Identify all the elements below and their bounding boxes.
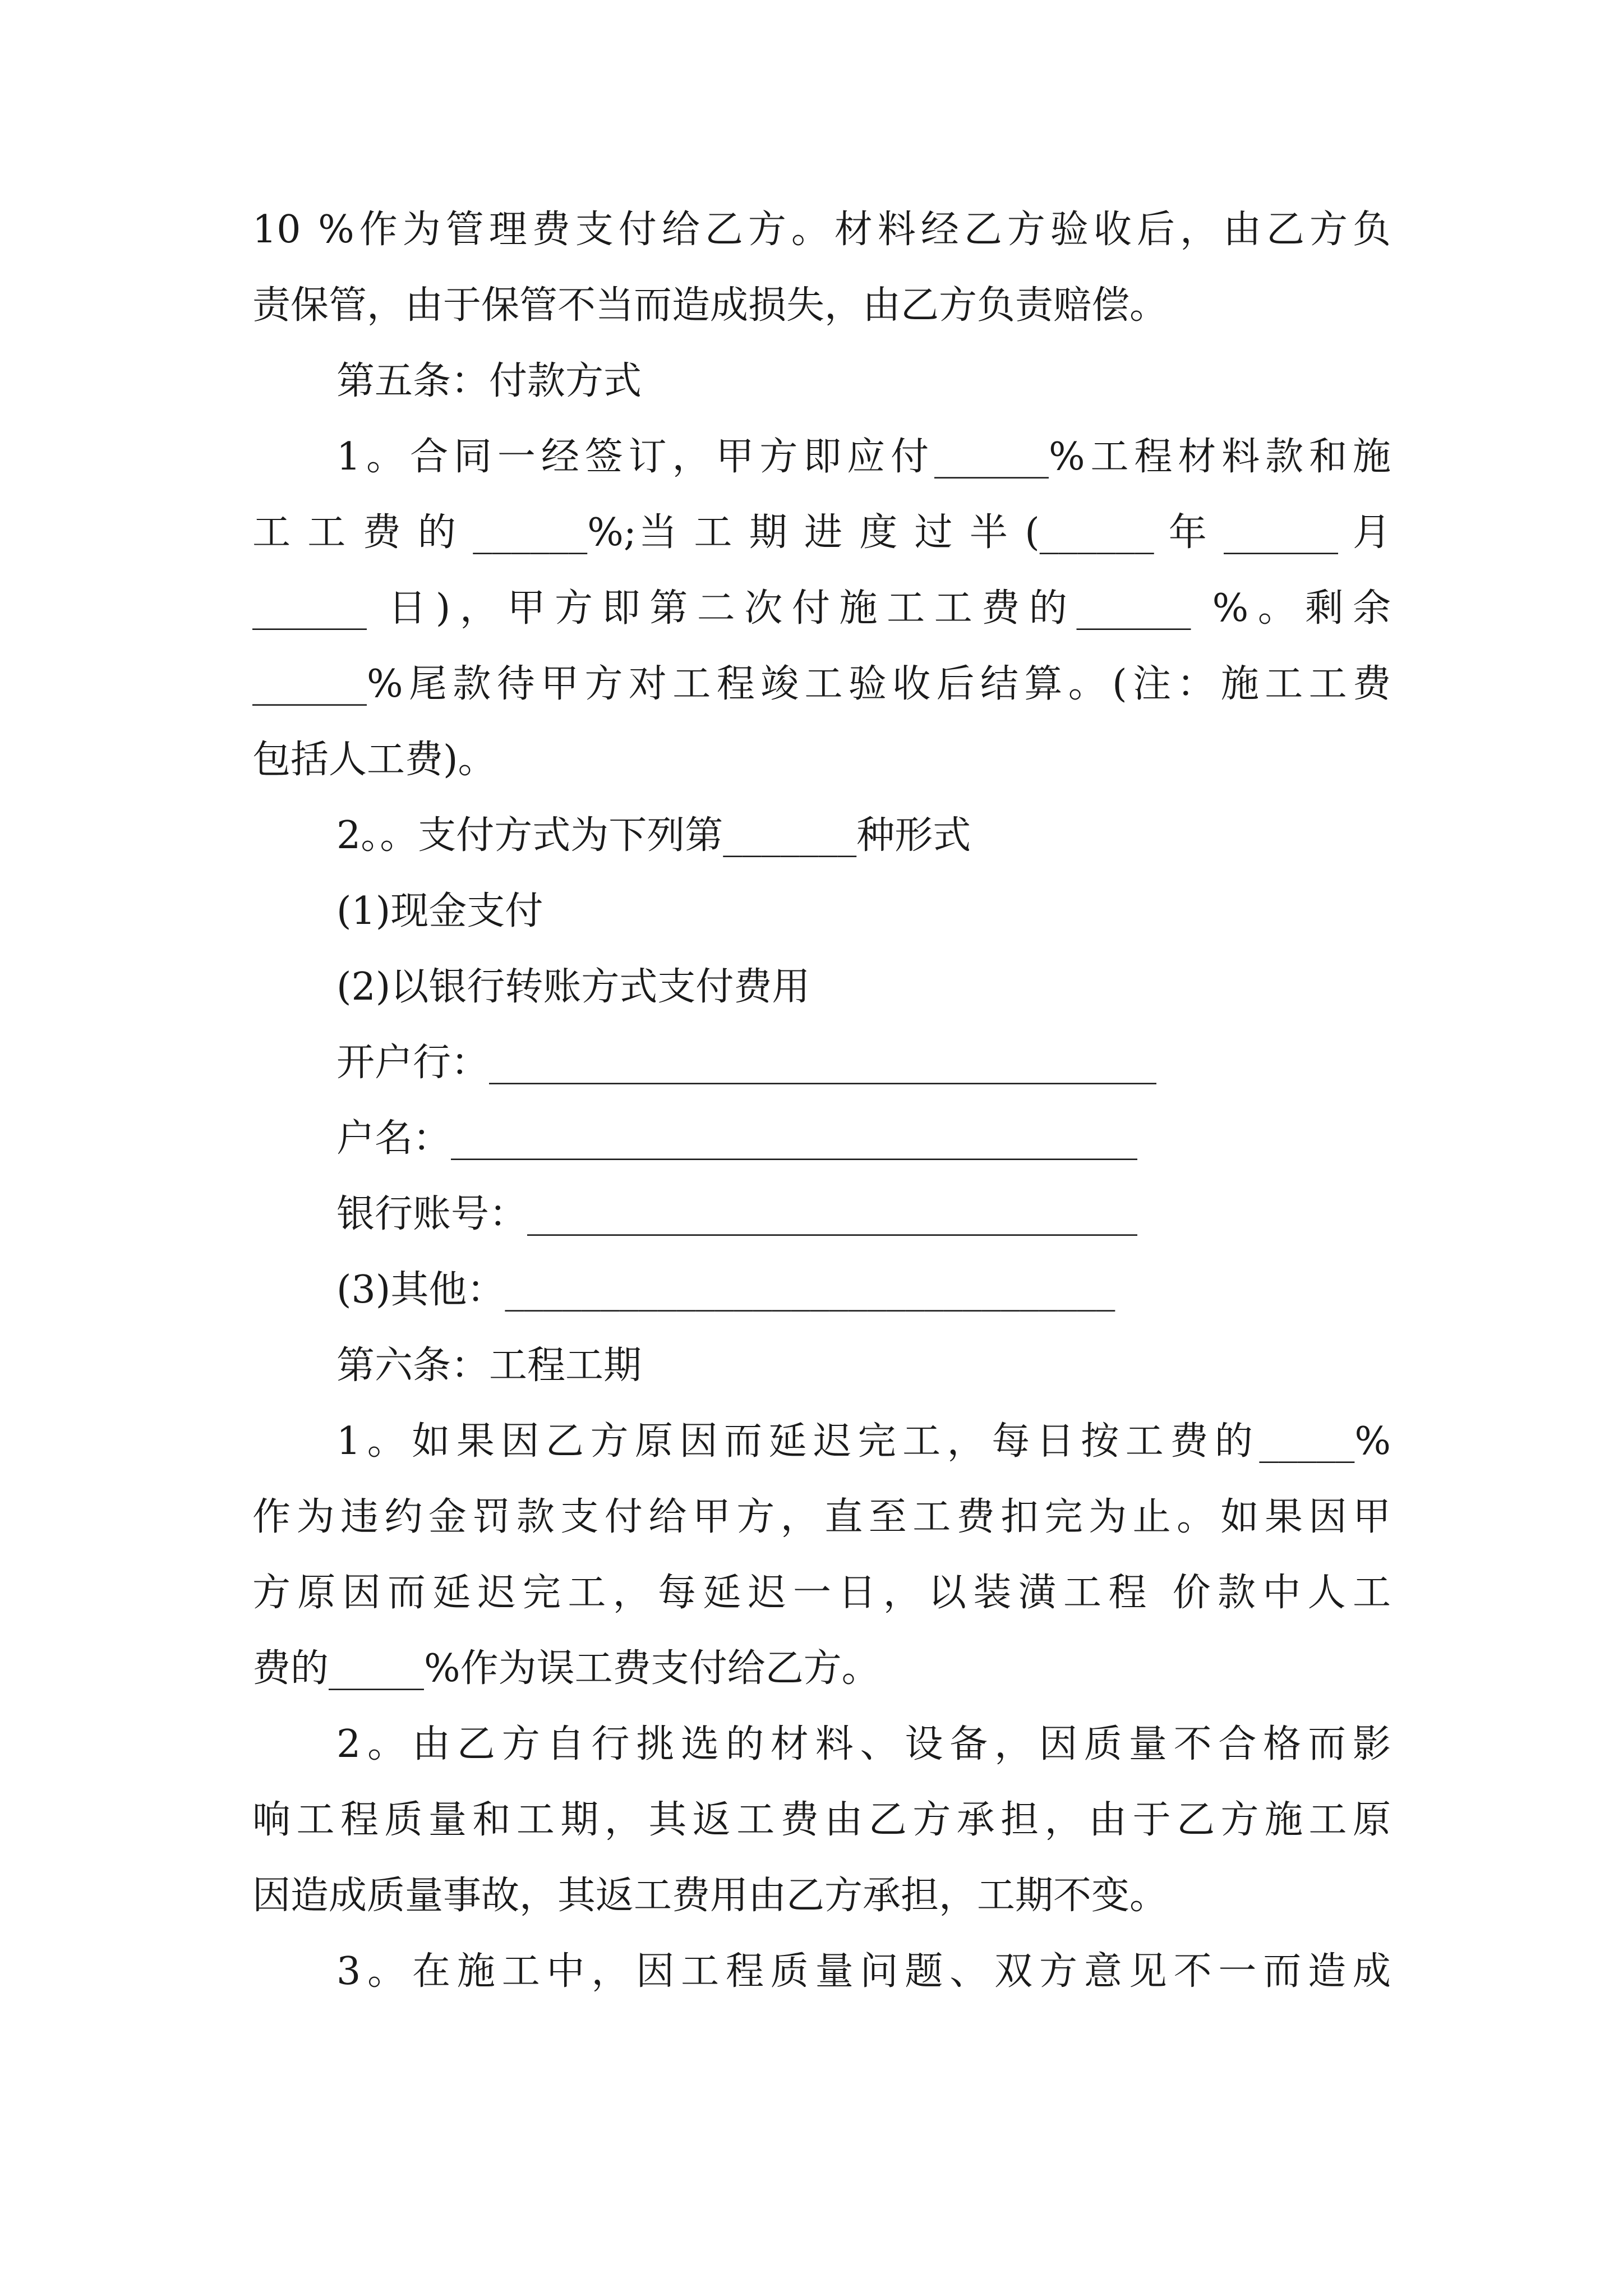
text-line-1: 10 %作为管理费支付给乙方。材料经乙方验收后，由乙方负 xyxy=(252,208,1391,252)
section-heading-5: 第五条：付款方式 xyxy=(336,359,642,403)
text-line-20: 费的_____%作为误工费支付给乙方。 xyxy=(252,1646,880,1691)
section-heading-6: 第六条：工程工期 xyxy=(336,1343,642,1388)
other-field: (3)其他：________________________________ xyxy=(336,1268,1115,1312)
account-name-field: 户名：____________________________________ xyxy=(336,1116,1138,1161)
text-line-2: 责保管，由于保管不当而造成损失，由乙方负责赔偿。 xyxy=(252,283,1168,328)
account-number-field: 银行账号：________________________________ xyxy=(336,1192,1138,1236)
text-line-18: 作为违约金罚款支付给甲方，直至工费扣完为止。如果因甲 xyxy=(252,1495,1391,1539)
text-line-5: 工 工 费 的 ______%;当 工 期 进 度 过 半 (______ 年 ______ 月 xyxy=(252,510,1391,555)
text-line-23: 因造成质量事故，其返工费用由乙方承担，工期不变。 xyxy=(252,1874,1168,1918)
text-line-10: (1)现金支付 xyxy=(336,889,543,933)
text-line-19: 方原因而延迟完工，每延迟一日，以装潢工程 价款中人工 xyxy=(252,1571,1391,1615)
text-line-8: 包括人工费)。 xyxy=(252,738,496,782)
text-line-22: 响工程质量和工期，其返工费由乙方承担，由于乙方施工原 xyxy=(252,1798,1391,1842)
text-line-6: ______ 日)，甲方即第二次付施工工费的______ %。剩余 xyxy=(252,586,1391,631)
text-line-21: 2。由乙方自行挑选的材料、设备，因质量不合格而影 xyxy=(336,1722,1391,1766)
text-line-24: 3。在施工中，因工程质量问题、双方意见不一而造成 xyxy=(336,1949,1391,1994)
bank-name-field: 开户行：___________________________________ xyxy=(336,1041,1157,1085)
text-line-7: ______%尾款待甲方对工程竣工验收后结算。(注：施工工费 xyxy=(252,662,1391,706)
text-line-4: 1。合同一经签订，甲方即应付______%工程材料款和施 xyxy=(336,435,1391,479)
text-line-11: (2)以银行转账方式支付费用 xyxy=(336,965,810,1009)
text-line-9: 2。。支付方式为下列第_______种形式 xyxy=(336,813,971,858)
text-line-17: 1。如果因乙方原因而延迟完工，每日按工费的_____% xyxy=(336,1419,1391,1464)
